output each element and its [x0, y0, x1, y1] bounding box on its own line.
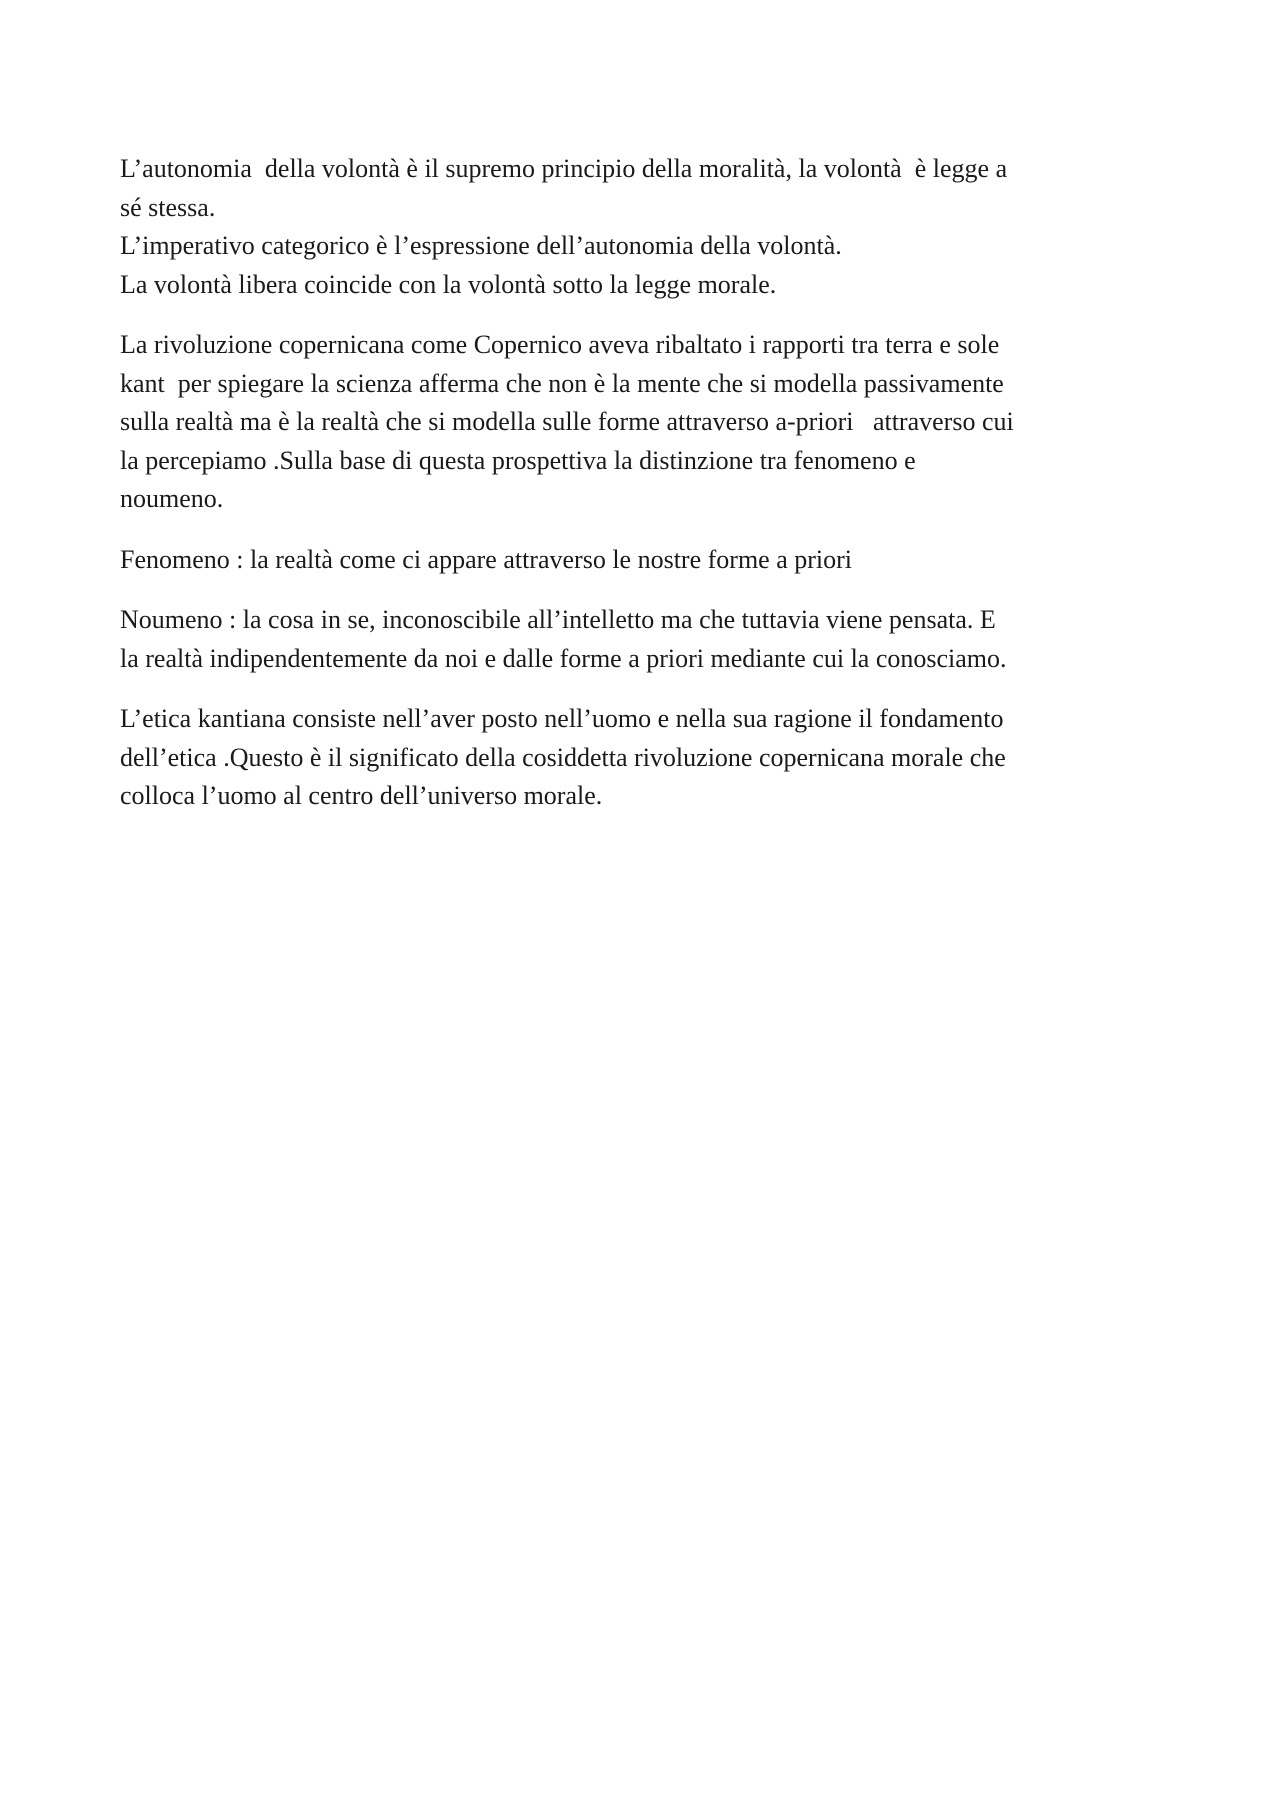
paragraph-noumeno: [120, 601, 1180, 678]
text-line: Fenomeno : la realtà come ci appare attraverso le nostre forme a priori: [120, 544, 853, 574]
text-line: L’imperativo categorico è l’espressione dell’autonomia della volontà.: [120, 231, 842, 260]
text-line: sé stessa.: [120, 192, 216, 222]
text-line: kant per spiegare la scienza afferma che non è la mente che si modella passivamente: [120, 368, 1004, 398]
text-line: colloca l’uomo al centro dell’universo morale.: [120, 781, 603, 810]
paragraph-autonomia: [120, 150, 1180, 304]
text-line: La volontà libera coincide con la volontà sotto la legge morale.: [120, 269, 777, 299]
text-line: sulla realtà ma è la realtà che si modella sulle forme attraverso a-priori attraverso cui: [120, 407, 1014, 436]
document-body: [120, 150, 1180, 838]
text-line: noumeno.: [120, 484, 224, 513]
text-line: L’etica kantiana consiste nell’aver posto nell’uomo e nella sua ragione il fondamento: [120, 704, 1004, 733]
text-line: la percepiamo .Sulla base di questa prospettiva la distinzione tra fenomeno e: [120, 445, 916, 475]
text-line: L’autonomia della volontà è il supremo principio della moralità, la volontà è legge a: [120, 154, 1008, 183]
text-line: la realtà indipendentemente da noi e dalle forme a priori mediante cui la conosciamo.: [120, 643, 1007, 673]
text-line: Noumeno : la cosa in se, inconoscibile all’intelletto ma che tuttavia viene pensata. E: [120, 605, 996, 634]
paragraph-rivoluzione-copernicana: [120, 326, 1180, 519]
paragraph-fenomeno: [120, 541, 1180, 580]
paragraph-etica-kantiana: [120, 700, 1180, 816]
text-line: La rivoluzione copernicana come Copernico aveva ribaltato i rapporti tra terra e sole: [120, 330, 1000, 359]
text-line: dell’etica .Questo è il significato della cosiddetta rivoluzione copernicana morale che: [120, 742, 1006, 772]
